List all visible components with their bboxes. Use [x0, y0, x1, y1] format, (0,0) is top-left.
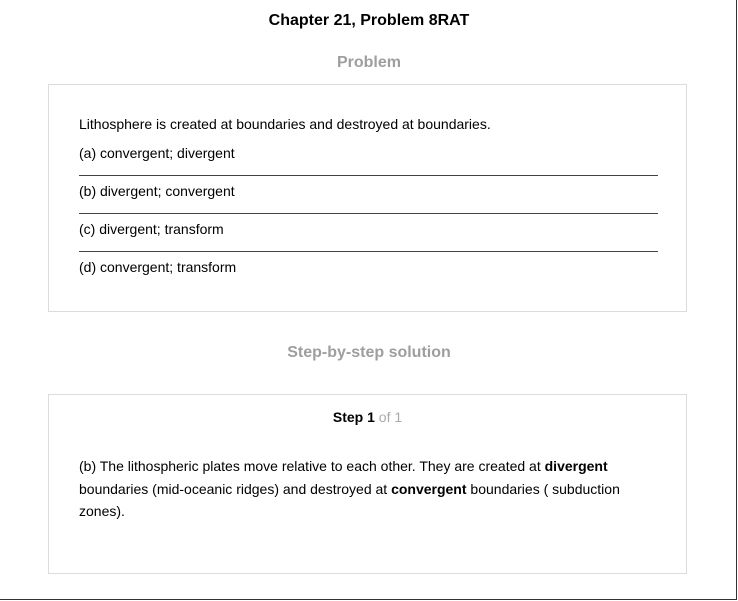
solution-text-part2: boundaries (mid-oceanic ridges) and destroyed at — [79, 480, 392, 497]
solution-bold-divergent: divergent — [544, 458, 608, 474]
step-total: of 1 — [378, 409, 403, 425]
solution-text — [79, 455, 654, 523]
option-d: (d) convergent; transform — [79, 259, 237, 275]
solution-heading: Step-by-step solution — [287, 344, 451, 361]
solution-bold-convergent: convergent — [391, 480, 467, 497]
step-indicator — [49, 409, 686, 425]
solution-card — [48, 394, 687, 574]
step-word: Step — [332, 409, 364, 425]
solution-text-part3: boundaries ( subduction zones). — [79, 480, 620, 519]
problem-heading: Problem — [336, 54, 401, 71]
solution-text-part1: (b) The lithospheric plates move relative to each other. They are created at — [79, 458, 545, 474]
option-c: (c) divergent; transform — [79, 214, 658, 252]
page-title: Chapter 21, Problem 8RAT — [268, 12, 470, 29]
option-b: (b) divergent; convergent — [79, 176, 658, 214]
problem-question: Lithosphere is created at boundaries and destroyed at boundaries. — [79, 116, 491, 132]
step-number: 1 — [367, 409, 375, 425]
option-a: (a) convergent; divergent — [79, 138, 658, 176]
answer-options — [79, 138, 658, 290]
problem-card — [48, 84, 687, 312]
